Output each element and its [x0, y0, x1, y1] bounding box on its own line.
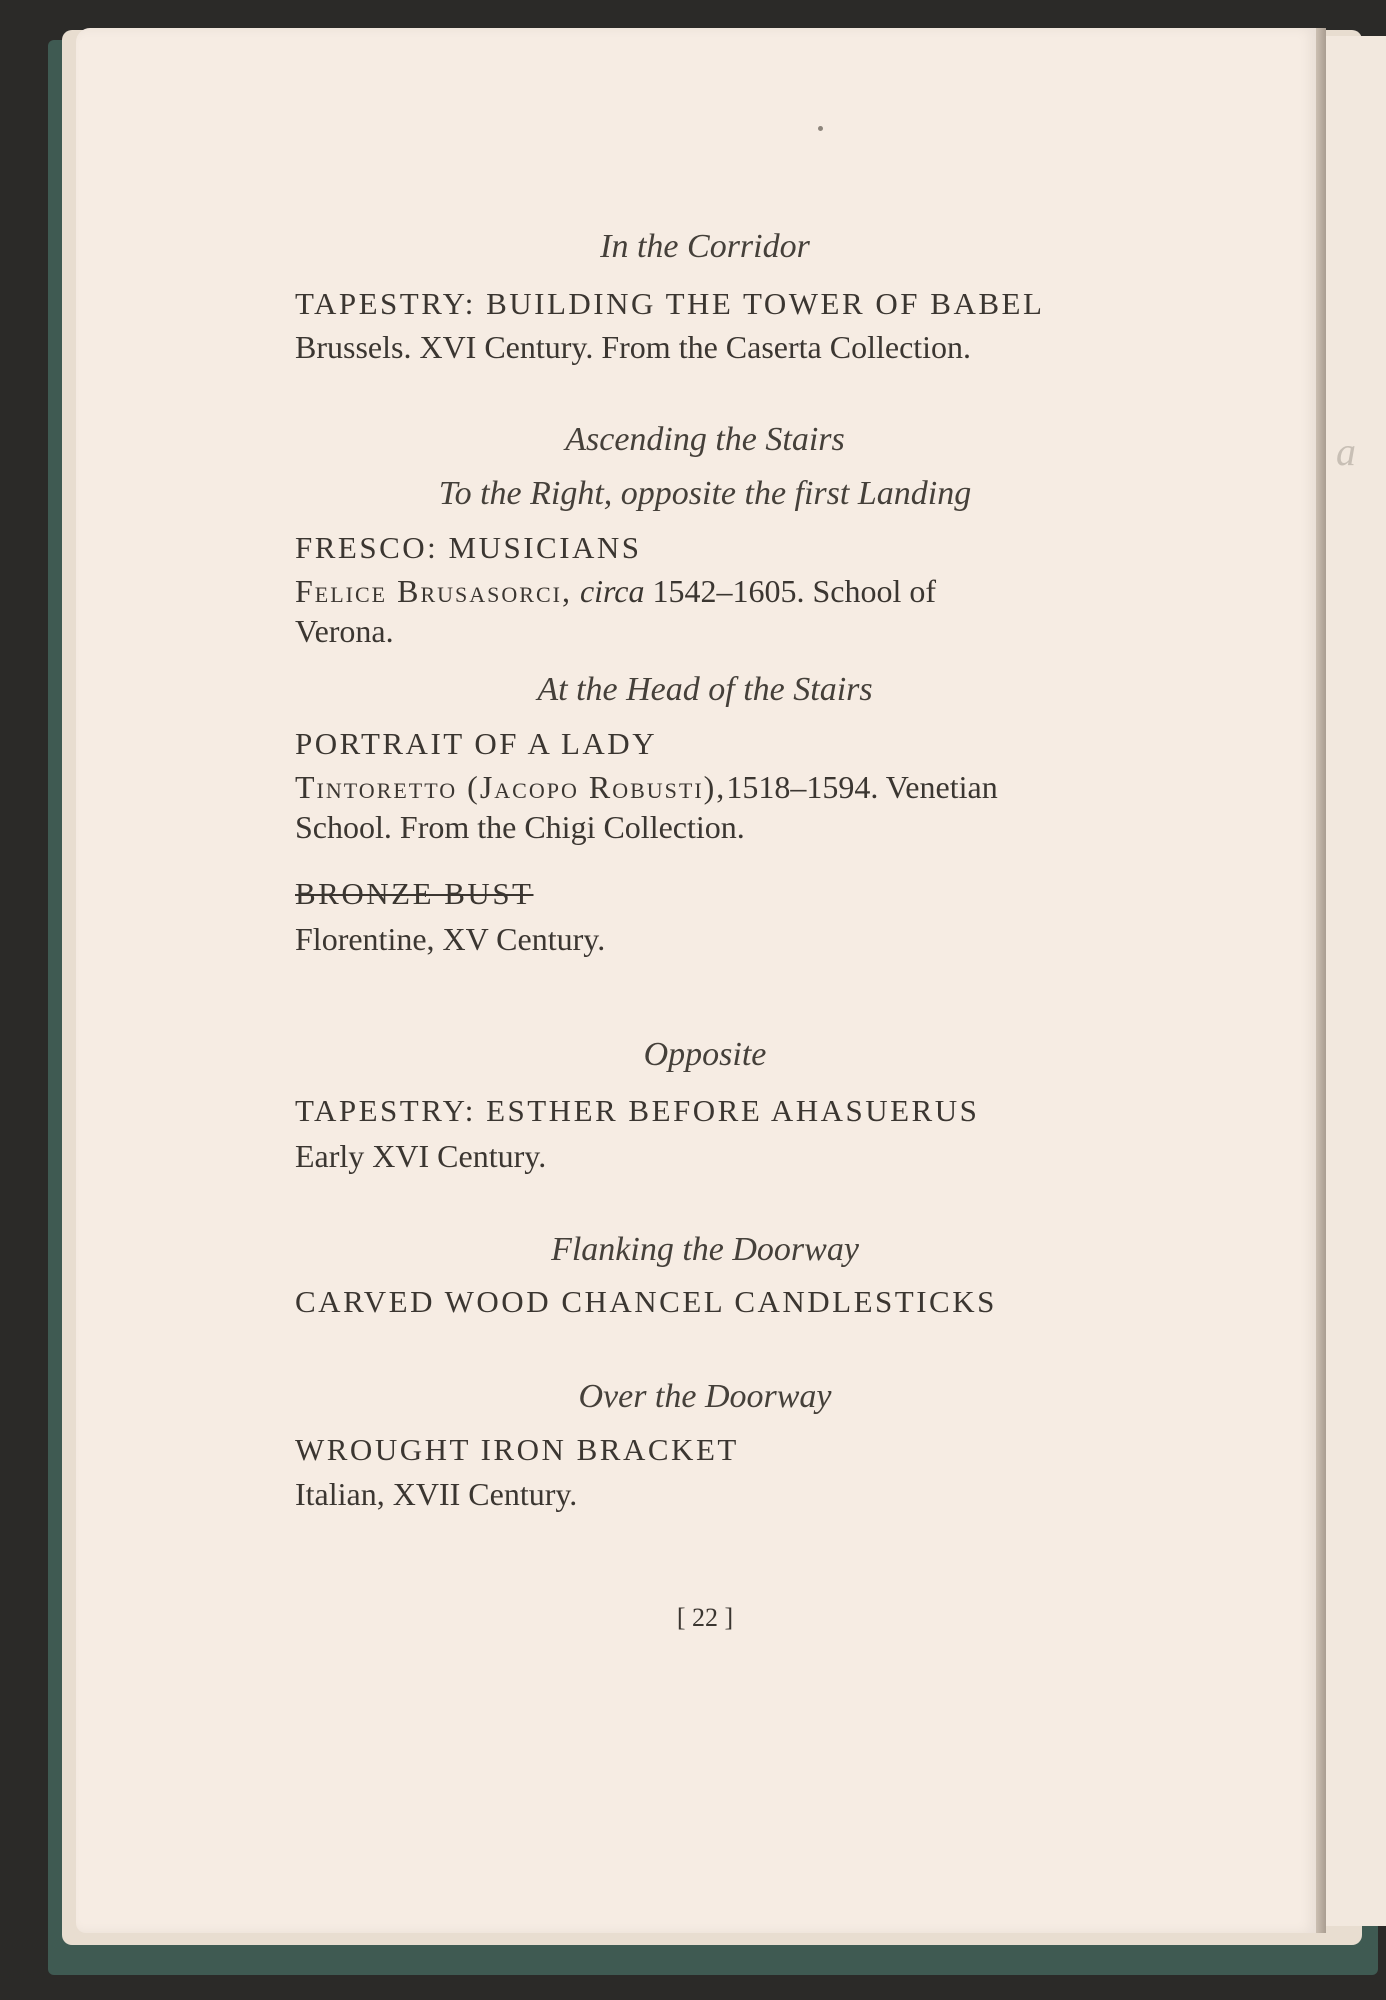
section-heading-corridor: In the Corridor: [600, 228, 810, 265]
item-title-bracket: WROUGHT IRON BRACKET: [295, 1432, 739, 1467]
section-subheading-right: To the Right, opposite the first Landing: [438, 475, 972, 512]
item-title-candlesticks: CARVED WOOD CHANCEL CANDLESTICKS: [295, 1284, 997, 1319]
catalog-page: [76, 28, 1316, 1933]
item-title-esther: TAPESTRY: ESTHER BEFORE AHASUERUS: [295, 1093, 980, 1128]
item-description-bracket: Italian, XVII Century.: [295, 1476, 578, 1512]
item-description-portrait: [295, 769, 998, 806]
dates-school: 1542–1605. School of: [644, 573, 937, 609]
item-title-musicians: FRESCO: MUSICIANS: [295, 530, 642, 565]
item-title-bronze-bust: BRONZE BUST: [295, 876, 534, 911]
section-heading-head-of-stairs: At the Head of the Stairs: [537, 671, 873, 708]
ghost-mark: a: [1336, 429, 1356, 474]
circa-text: circa: [579, 573, 645, 609]
artist-name: Tintoretto (Jacopo Robusti),: [295, 769, 727, 805]
item-title-tower-of-babel: TAPESTRY: BUILDING THE TOWER OF BABEL: [295, 286, 1045, 321]
item-description-musicians-line2: Verona.: [295, 613, 394, 649]
item-description-tower-of-babel: Brussels. XVI Century. From the Caserta Collection.: [295, 329, 972, 365]
dates-school: 1518–1594. Venetian: [726, 769, 998, 805]
section-heading-over-doorway: Over the Doorway: [578, 1378, 832, 1415]
page-number: [ 22 ]: [676, 1603, 734, 1632]
item-description-esther: Early XVI Century.: [295, 1138, 547, 1174]
facing-page-edge: [1326, 36, 1386, 1926]
section-heading-opposite: Opposite: [643, 1036, 767, 1073]
section-heading-flanking: Flanking the Doorway: [551, 1231, 859, 1268]
paper-speck: [818, 126, 823, 131]
item-description-bronze-bust: Florentine, XV Century.: [295, 921, 606, 957]
item-title-portrait: PORTRAIT OF A LADY: [295, 726, 658, 761]
item-description-musicians: [295, 573, 1113, 610]
section-heading-stairs: Ascending the Stairs: [565, 421, 845, 458]
artist-name: Felice Brusasorci,: [295, 573, 572, 609]
item-description-portrait-line2: School. From the Chigi Collection.: [295, 809, 745, 845]
